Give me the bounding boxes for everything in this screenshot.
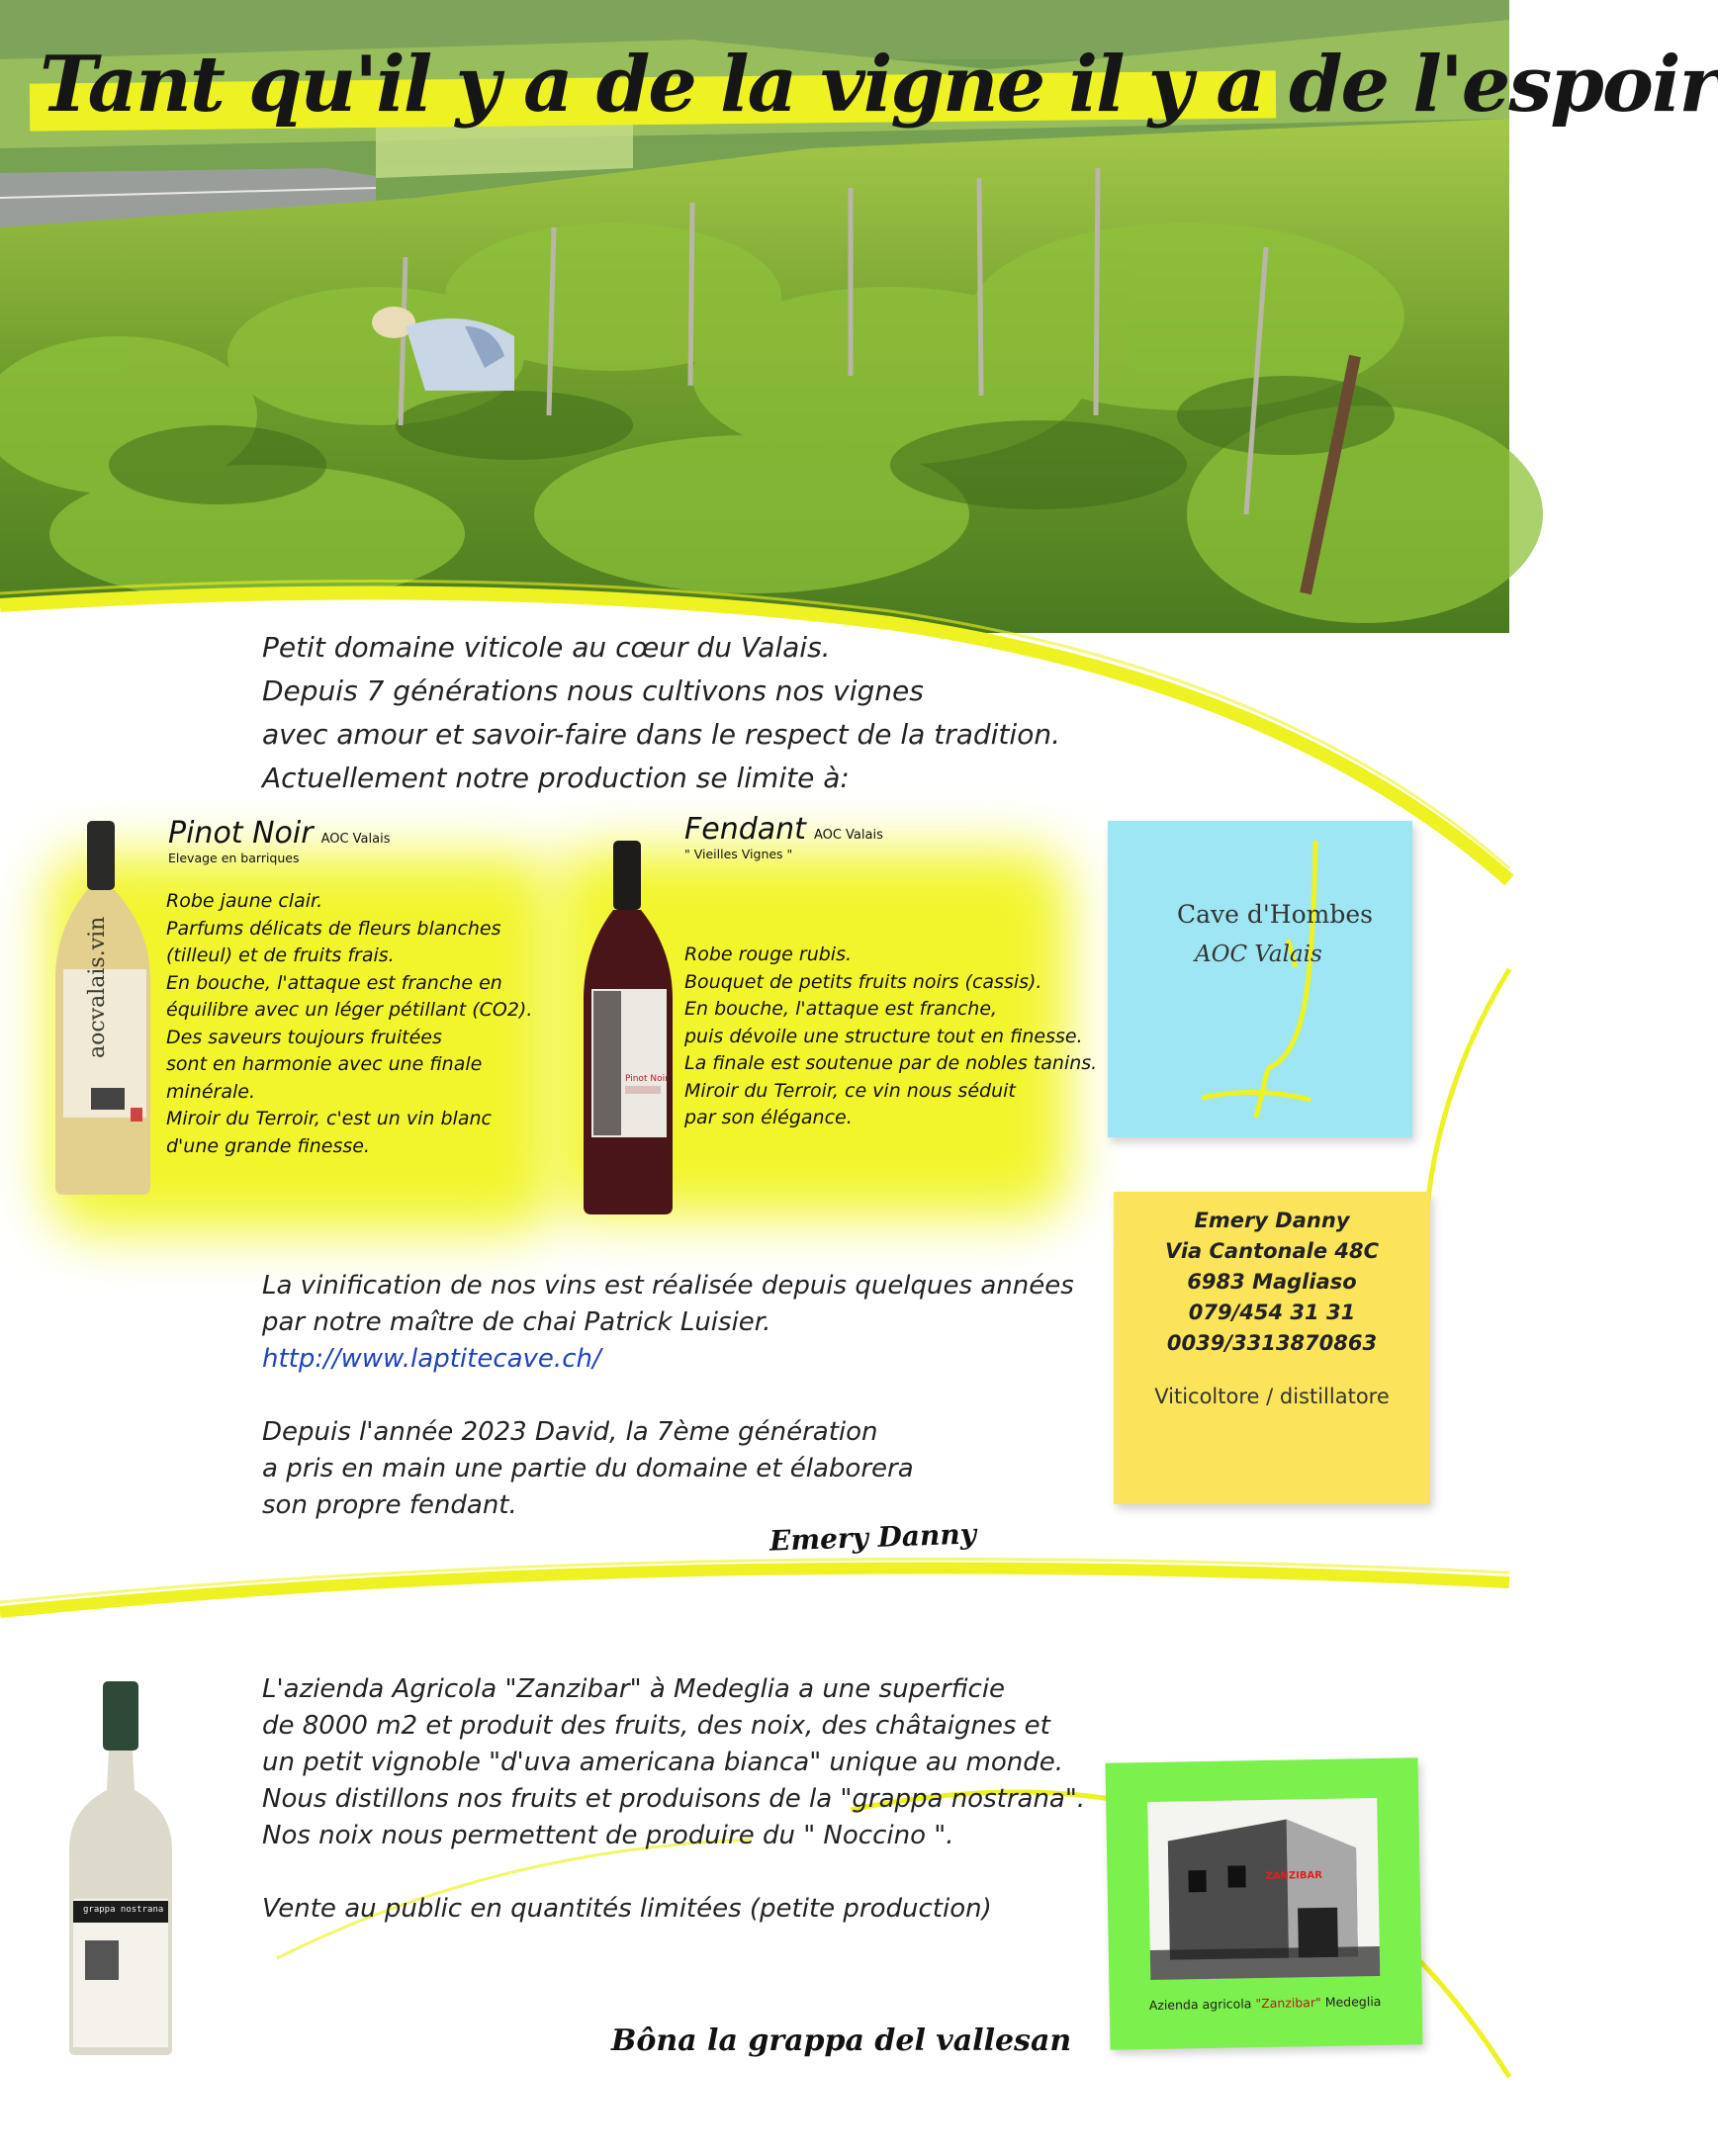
wine-name: Pinot Noir — [168, 816, 314, 851]
desc-line: En bouche, l'attaque est franche en — [166, 971, 502, 994]
intro-text — [262, 626, 1060, 800]
wine-subtitle: " Vieilles Vignes " — [684, 847, 793, 861]
text-line: La vinification de nos vins est réalisée depuis quelques années — [262, 1271, 1074, 1301]
grappa-bottle — [61, 1681, 180, 2057]
desc-line: minérale. — [166, 1080, 255, 1103]
wine-description — [684, 942, 1097, 1132]
contact-street: Via Cantonale 48C — [1164, 1239, 1380, 1263]
intro-line: Petit domaine viticole au cœur du Valais. — [262, 631, 831, 664]
text-line: Nous distillons nos fruits et produisons de la "grappa nostrana". — [262, 1784, 1086, 1814]
desc-line: Bouquet de petits fruits noirs (cassis). — [684, 970, 1042, 993]
farmhouse-sign: ZANZIBAR — [1265, 1869, 1323, 1882]
wine-aoc: AOC Valais — [813, 828, 883, 843]
sale-text: Vente au public en quantités limitées (petite production) — [262, 1894, 992, 1924]
farmhouse-photo — [1147, 1798, 1380, 1980]
wine-aoc: AOC Valais — [320, 832, 391, 847]
page-title: Tant qu'il y a de la vigne il y a de l'espoir — [40, 40, 1718, 130]
wine-header — [684, 812, 883, 861]
text-line: par notre maître de chai Patrick Luisier. — [262, 1307, 771, 1337]
logo-note — [1108, 821, 1412, 1137]
wine-bottle-red — [574, 841, 682, 1216]
desc-line: par son élégance. — [684, 1107, 853, 1128]
desc-line: En bouche, l'attaque est franche, — [684, 998, 998, 1020]
logo-aoc: AOC Valais — [1195, 942, 1322, 967]
text-line: a pris en main une partie du domaine et élaborera — [262, 1454, 914, 1483]
desc-line: Parfums délicats de fleurs blanches — [166, 917, 501, 940]
intro-line: avec amour et savoir-faire dans le respect de la tradition. — [262, 718, 1060, 751]
desc-line: Miroir du Terroir, c'est un vin blanc — [166, 1108, 492, 1129]
text-line: de 8000 m2 et produit des fruits, des noix, des châtaignes et — [262, 1711, 1050, 1741]
photo-caption: Azienda agricola "Zanzibar" Medeglia — [1148, 1993, 1382, 2014]
wine-glass-icon — [1108, 821, 1412, 1137]
desc-line: Robe rouge rubis. — [684, 943, 853, 965]
desc-line: Robe jaune clair. — [166, 890, 323, 912]
generation-text — [262, 1414, 914, 1524]
logo-name: Cave d'Hombes — [1177, 900, 1373, 929]
desc-line: équilibre avec un léger pétillant (CO2). — [166, 999, 533, 1021]
website-link[interactable]: http://www.laptitecave.ch/ — [262, 1344, 601, 1374]
wine-description — [166, 888, 532, 1160]
contact-note — [1114, 1192, 1430, 1504]
desc-line: sont en harmonie avec une finale — [166, 1053, 483, 1075]
desc-line: (tilleul) et de fruits frais. — [166, 944, 395, 966]
wine-subtitle: Elevage en barriques — [168, 851, 300, 865]
contact-phone[interactable]: 0039/3313870863 — [1166, 1331, 1378, 1355]
text-line: un petit vignoble "d'uva americana bianca" unique au monde. — [262, 1748, 1063, 1777]
desc-line: Des saveurs toujours fruitées — [166, 1026, 442, 1048]
intro-line: Actuellement notre production se limite à: — [262, 762, 850, 794]
signature: Emery Danny — [769, 1517, 977, 1558]
azienda-note — [1105, 1757, 1422, 2049]
bottle-label: aocvalais.vin — [85, 916, 110, 1058]
contact-details — [1114, 1206, 1430, 1359]
intro-line: Depuis 7 générations nous cultivons nos vignes — [262, 674, 924, 707]
contact-role: Viticoltore / distillatore — [1154, 1385, 1390, 1408]
text-line: Depuis l'année 2023 David, la 7ème génération — [262, 1417, 878, 1447]
vinification-text — [262, 1268, 1074, 1378]
desc-line: d'une grande finesse. — [166, 1134, 370, 1157]
contact-city: 6983 Magliaso — [1187, 1270, 1357, 1294]
closing-slogan: Bôna la grappa del vallesan — [611, 2023, 1072, 2058]
bottle-label: Pinot Noir — [625, 1074, 669, 1084]
wine-name: Fendant — [684, 812, 806, 847]
text-line: L'azienda Agricola "Zanzibar" à Medeglia a une superficie — [262, 1674, 1006, 1704]
contact-name: Emery Danny — [1194, 1209, 1350, 1232]
wine-header — [168, 816, 390, 865]
wine-bottle-white — [44, 821, 162, 1197]
text-line: Nos noix nous permettent de produire du " Noccino ". — [262, 1821, 954, 1850]
bottle-label: grappa nostrana — [83, 1905, 164, 1915]
azienda-text — [262, 1671, 1085, 1928]
text-line: son propre fendant. — [262, 1490, 517, 1520]
desc-line: La finale est soutenue par de nobles tanins. — [684, 1052, 1098, 1074]
desc-line: puis dévoile une structure tout en finesse. — [684, 1025, 1083, 1047]
contact-phone[interactable]: 079/454 31 31 — [1188, 1301, 1356, 1324]
desc-line: Miroir du Terroir, ce vin nous séduit — [684, 1079, 1016, 1102]
